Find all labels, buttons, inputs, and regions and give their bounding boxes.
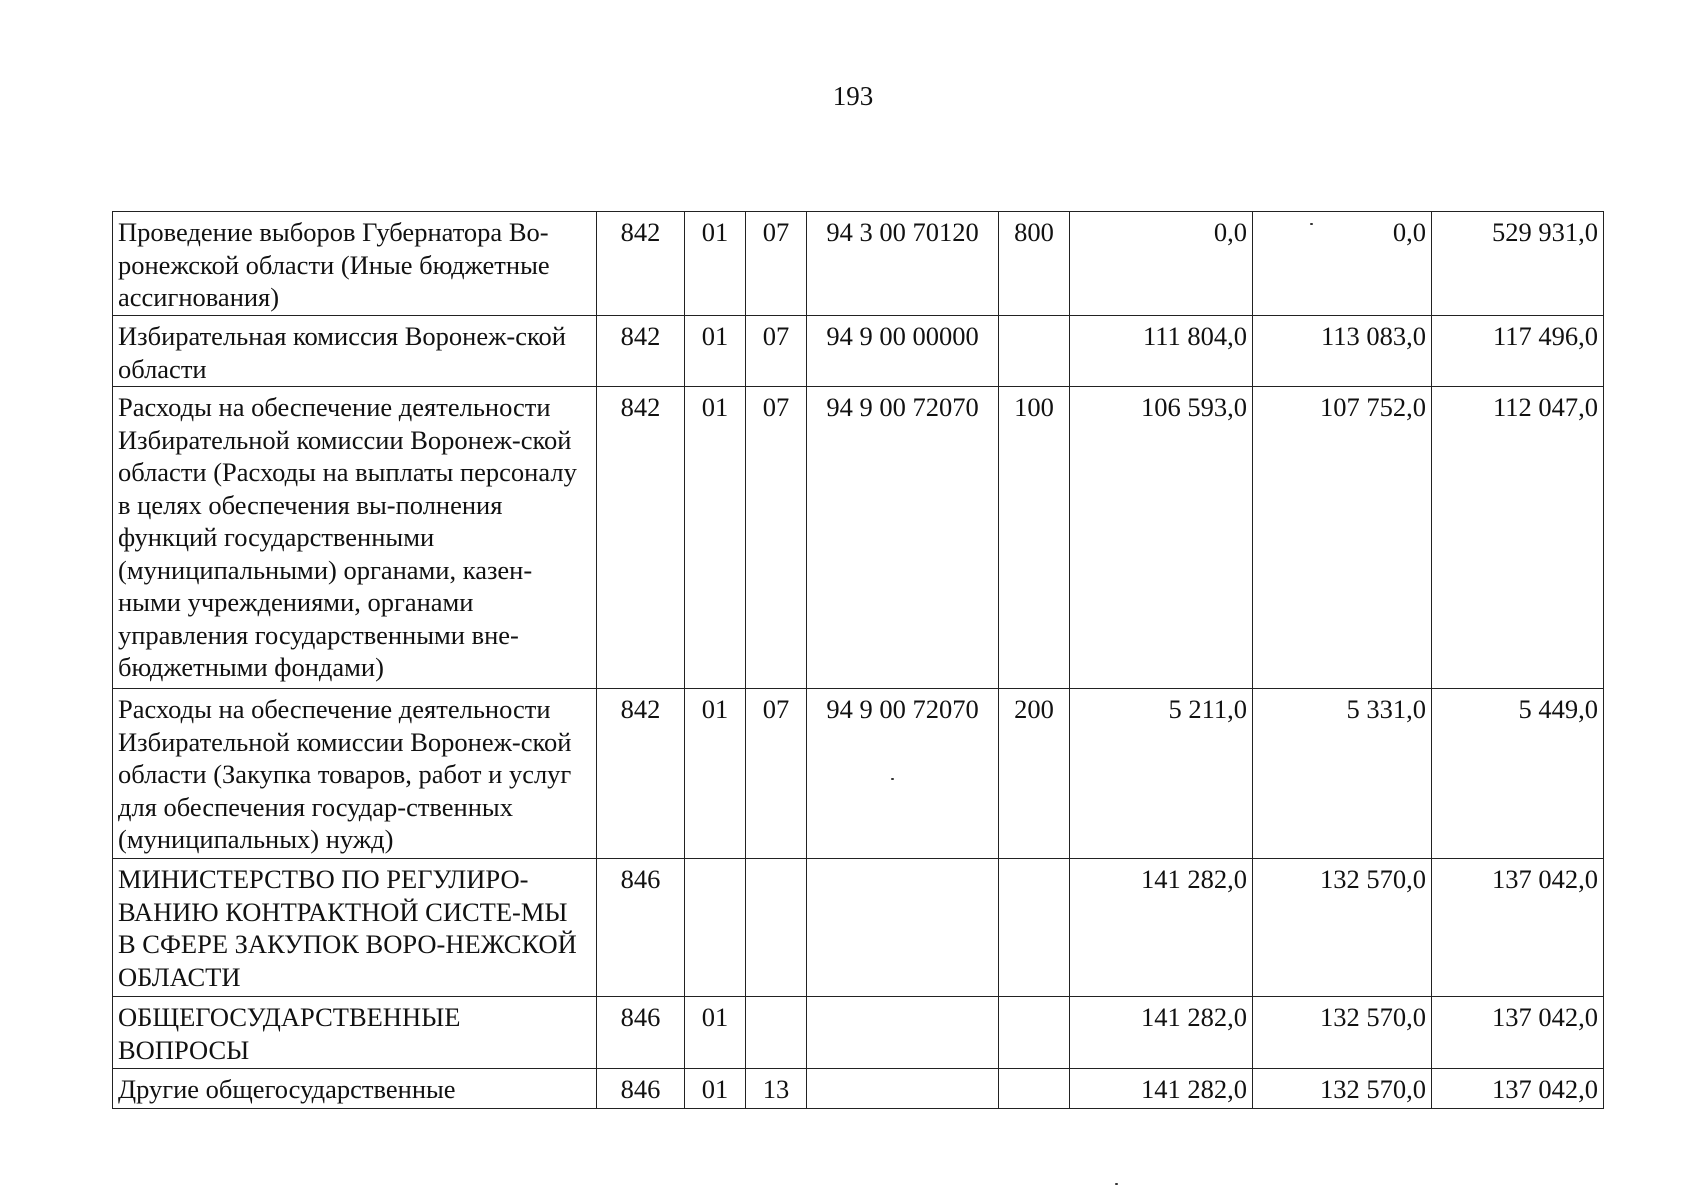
row-name: МИНИСТЕРСТВО ПО РЕГУЛИРО-ВАНИЮ КОНТРАКТНОЙ СИСТЕ-МЫ В СФЕРЕ ЗАКУПОК ВОРО-НЕЖСКОЙ ОБЛАСТИ bbox=[113, 859, 597, 997]
target-article-code: 94 9 00 72070 bbox=[807, 387, 999, 689]
table-row bbox=[113, 212, 1604, 316]
target-article-code: 94 9 00 00000 bbox=[807, 316, 999, 387]
amount-year-3: 137 042,0 bbox=[1432, 997, 1604, 1069]
budget-table bbox=[112, 211, 1604, 1109]
expense-type-code: 200 bbox=[999, 689, 1070, 859]
amount-year-3: 112 047,0 bbox=[1432, 387, 1604, 689]
target-article-code bbox=[807, 859, 999, 997]
amount-year-2: 132 570,0 bbox=[1253, 997, 1432, 1069]
row-name: Расходы на обеспечение деятельности Избирательной комиссии Воронеж-ской области (Закупка товаров, работ и услуг для обеспечения государ-ственных (муниципальных) нужд) bbox=[113, 689, 597, 859]
ved-code: 846 bbox=[597, 1069, 685, 1109]
row-name: ОБЩЕГОСУДАРСТВЕННЫЕ ВОПРОСЫ bbox=[113, 997, 597, 1069]
table-row bbox=[113, 387, 1604, 689]
subsection-code: 07 bbox=[746, 387, 807, 689]
subsection-code: 07 bbox=[746, 212, 807, 316]
amount-year-2: 113 083,0 bbox=[1253, 316, 1432, 387]
amount-year-1: 106 593,0 bbox=[1070, 387, 1253, 689]
subsection-code bbox=[746, 997, 807, 1069]
amount-year-1: 0,0 bbox=[1070, 212, 1253, 316]
ved-code: 842 bbox=[597, 689, 685, 859]
table-row bbox=[113, 859, 1604, 997]
ved-code: 842 bbox=[597, 387, 685, 689]
amount-year-2: 132 570,0 bbox=[1253, 859, 1432, 997]
section-code: 01 bbox=[685, 387, 746, 689]
section-code: 01 bbox=[685, 316, 746, 387]
amount-year-1: 141 282,0 bbox=[1070, 859, 1253, 997]
amount-year-3: 137 042,0 bbox=[1432, 1069, 1604, 1109]
expense-type-code: 100 bbox=[999, 387, 1070, 689]
target-article-code bbox=[807, 1069, 999, 1109]
subsection-code: 07 bbox=[746, 316, 807, 387]
amount-year-1: 141 282,0 bbox=[1070, 1069, 1253, 1109]
subsection-code bbox=[746, 859, 807, 997]
amount-year-2: 0,0 bbox=[1253, 212, 1432, 316]
table-row bbox=[113, 689, 1604, 859]
scan-speck bbox=[891, 778, 894, 780]
expense-type-code bbox=[999, 997, 1070, 1069]
amount-year-3: 137 042,0 bbox=[1432, 859, 1604, 997]
ved-code: 846 bbox=[597, 859, 685, 997]
target-article-code: 94 3 00 70120 bbox=[807, 212, 999, 316]
amount-year-1: 141 282,0 bbox=[1070, 997, 1253, 1069]
row-name: Избирательная комиссия Воронеж-ской области bbox=[113, 316, 597, 387]
scan-speck bbox=[1115, 1183, 1118, 1185]
row-name: Проведение выборов Губернатора Во-ронежской области (Иные бюджетные ассигнования) bbox=[113, 212, 597, 316]
amount-year-3: 529 931,0 bbox=[1432, 212, 1604, 316]
scan-speck bbox=[1310, 223, 1313, 225]
section-code bbox=[685, 859, 746, 997]
amount-year-3: 5 449,0 bbox=[1432, 689, 1604, 859]
amount-year-1: 5 211,0 bbox=[1070, 689, 1253, 859]
table-row bbox=[113, 316, 1604, 387]
expense-type-code bbox=[999, 1069, 1070, 1109]
expense-type-code bbox=[999, 316, 1070, 387]
ved-code: 842 bbox=[597, 212, 685, 316]
table-row bbox=[113, 997, 1604, 1069]
section-code: 01 bbox=[685, 212, 746, 316]
subsection-code: 07 bbox=[746, 689, 807, 859]
ved-code: 846 bbox=[597, 997, 685, 1069]
subsection-code: 13 bbox=[746, 1069, 807, 1109]
target-article-code: 94 9 00 72070 bbox=[807, 689, 999, 859]
ved-code: 842 bbox=[597, 316, 685, 387]
section-code: 01 bbox=[685, 689, 746, 859]
amount-year-2: 132 570,0 bbox=[1253, 1069, 1432, 1109]
amount-year-2: 5 331,0 bbox=[1253, 689, 1432, 859]
section-code: 01 bbox=[685, 997, 746, 1069]
section-code: 01 bbox=[685, 1069, 746, 1109]
expense-type-code: 800 bbox=[999, 212, 1070, 316]
row-name: Расходы на обеспечение деятельности Избирательной комиссии Воронеж-ской области (Расходы на выплаты персоналу в целях обеспечения вы-полнения функций государственными (муниципальными) органами, казен-ными учреждениями, органами управления государственными вне-бюджетными фондами) bbox=[113, 387, 597, 689]
amount-year-2: 107 752,0 bbox=[1253, 387, 1432, 689]
amount-year-1: 111 804,0 bbox=[1070, 316, 1253, 387]
expense-type-code bbox=[999, 859, 1070, 997]
target-article-code bbox=[807, 997, 999, 1069]
amount-year-3: 117 496,0 bbox=[1432, 316, 1604, 387]
row-name: Другие общегосударственные bbox=[113, 1069, 597, 1109]
page-number: 193 bbox=[832, 81, 874, 111]
table-row bbox=[113, 1069, 1604, 1109]
